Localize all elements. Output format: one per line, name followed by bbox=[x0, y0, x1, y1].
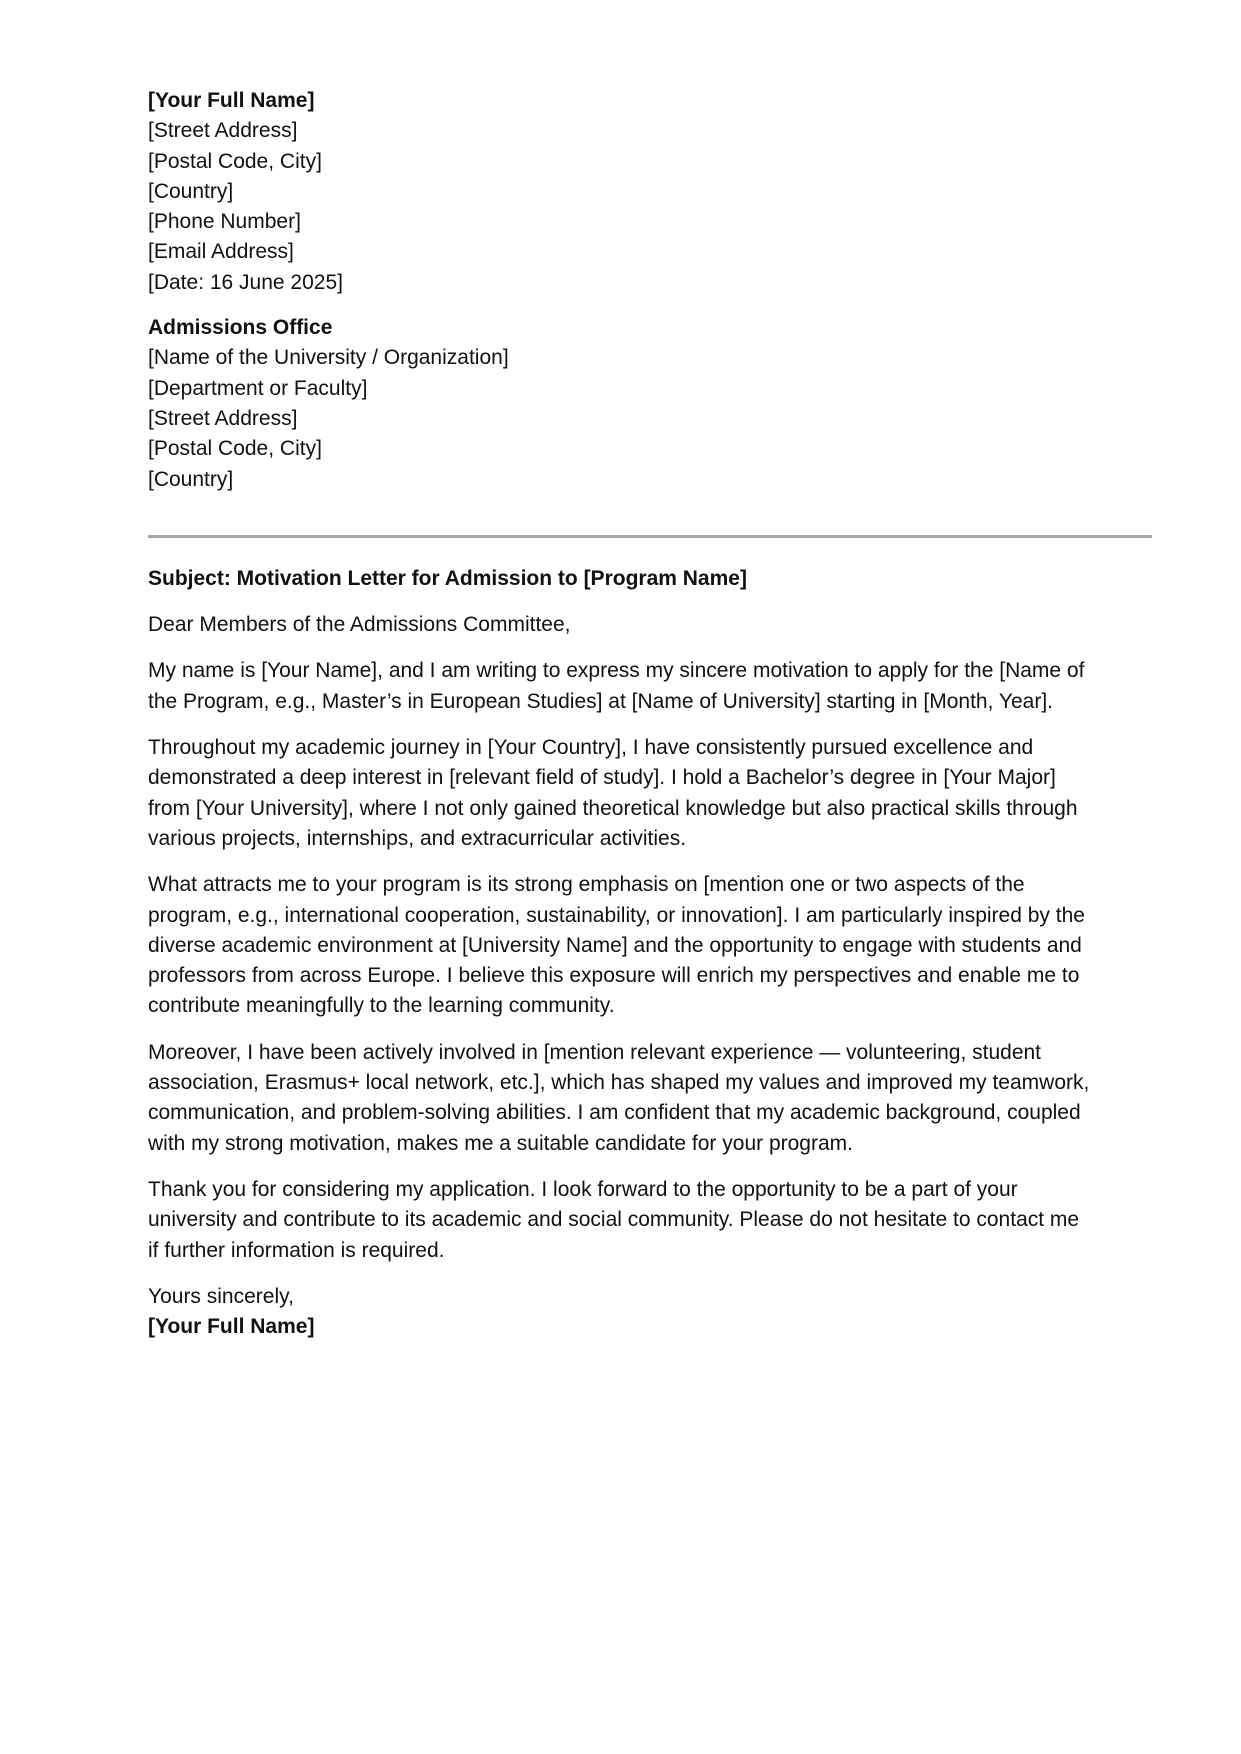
paragraph-line: association, Erasmus+ local network, etc.], which has shaped my values and improved my teamwork, bbox=[148, 1071, 1090, 1095]
paragraph-line: if further information is required. bbox=[148, 1238, 445, 1262]
sender-country: [Country] bbox=[148, 179, 234, 203]
paragraph-line: from [Your University], where I not only gained theoretical knowledge but also practical skills through bbox=[148, 796, 1078, 820]
subject-line: Subject: Motivation Letter for Admission to [Program Name] bbox=[148, 566, 747, 590]
signature-name: [Your Full Name] bbox=[148, 1315, 315, 1339]
paragraph-line: What attracts me to your program is its strong emphasis on [mention one or two aspects of the bbox=[148, 873, 1025, 897]
paragraph-line: professors from across Europe. I believe this exposure will enrich my perspectives and enable me to bbox=[148, 964, 1080, 988]
sender-phone: [Phone Number] bbox=[148, 210, 301, 234]
salutation: Dear Members of the Admissions Committee, bbox=[148, 613, 571, 637]
paragraph-line: communication, and problem-solving abilities. I am confident that my academic background, coupled bbox=[148, 1101, 1081, 1125]
body-paragraph-5 bbox=[148, 1175, 1152, 1266]
paragraph-line: with my strong motivation, makes me a suitable candidate for your program. bbox=[148, 1131, 853, 1155]
body-paragraph-2 bbox=[148, 733, 1152, 854]
body-paragraph-4 bbox=[148, 1038, 1152, 1159]
paragraph-line: Thank you for considering my application. I look forward to the opportunity to be a part of your bbox=[148, 1177, 1018, 1201]
paragraph-line: various projects, internships, and extracurricular activities. bbox=[148, 826, 687, 850]
paragraph-line: My name is [Your Name], and I am writing to express my sincere motivation to apply for the [Name of bbox=[148, 659, 1085, 683]
paragraph-line: diverse academic environment at [University Name] and the opportunity to engage with students and bbox=[148, 933, 1082, 957]
paragraph-line: demonstrated a deep interest in [relevant field of study]. I hold a Bachelor’s degree in [Your Major] bbox=[148, 766, 1056, 790]
letter-date: [Date: 16 June 2025] bbox=[148, 270, 343, 294]
recipient-office: Admissions Office bbox=[148, 316, 333, 340]
sender-name: [Your Full Name] bbox=[148, 89, 315, 112]
horizontal-divider bbox=[148, 535, 1152, 538]
sender-postal-city: [Postal Code, City] bbox=[148, 149, 322, 173]
recipient-country: [Country] bbox=[148, 467, 234, 491]
sender-block bbox=[148, 86, 1152, 298]
recipient-department: [Department or Faculty] bbox=[148, 376, 368, 400]
valediction: Yours sincerely, bbox=[148, 1284, 294, 1308]
recipient-street: [Street Address] bbox=[148, 406, 298, 430]
paragraph-line: the Program, e.g., Master’s in European Studies] at [Name of University] starting in [Month, Year]. bbox=[148, 689, 1053, 713]
recipient-organization: [Name of the University / Organization] bbox=[148, 346, 509, 370]
closing-block bbox=[148, 1282, 1152, 1343]
paragraph-line: contribute meaningfully to the learning community. bbox=[148, 994, 615, 1018]
recipient-block bbox=[148, 313, 1152, 495]
body-paragraph-1 bbox=[148, 656, 1152, 717]
paragraph-line: university and contribute to its academic and social community. Please do not hesitate to contact me bbox=[148, 1208, 1080, 1232]
paragraph-line: Moreover, I have been actively involved in [mention relevant experience — volunteering, student bbox=[148, 1040, 1042, 1064]
sender-email: [Email Address] bbox=[148, 240, 294, 264]
paragraph-line: program, e.g., international cooperation, sustainability, or innovation]. I am particularly inspired by the bbox=[148, 903, 1085, 927]
body-paragraph-3 bbox=[148, 870, 1152, 1021]
letter-page bbox=[148, 86, 1152, 1342]
paragraph-line: Throughout my academic journey in [Your Country], I have consistently pursued excellence and bbox=[148, 736, 1034, 760]
sender-street: [Street Address] bbox=[148, 119, 298, 143]
recipient-postal-city: [Postal Code, City] bbox=[148, 437, 322, 461]
